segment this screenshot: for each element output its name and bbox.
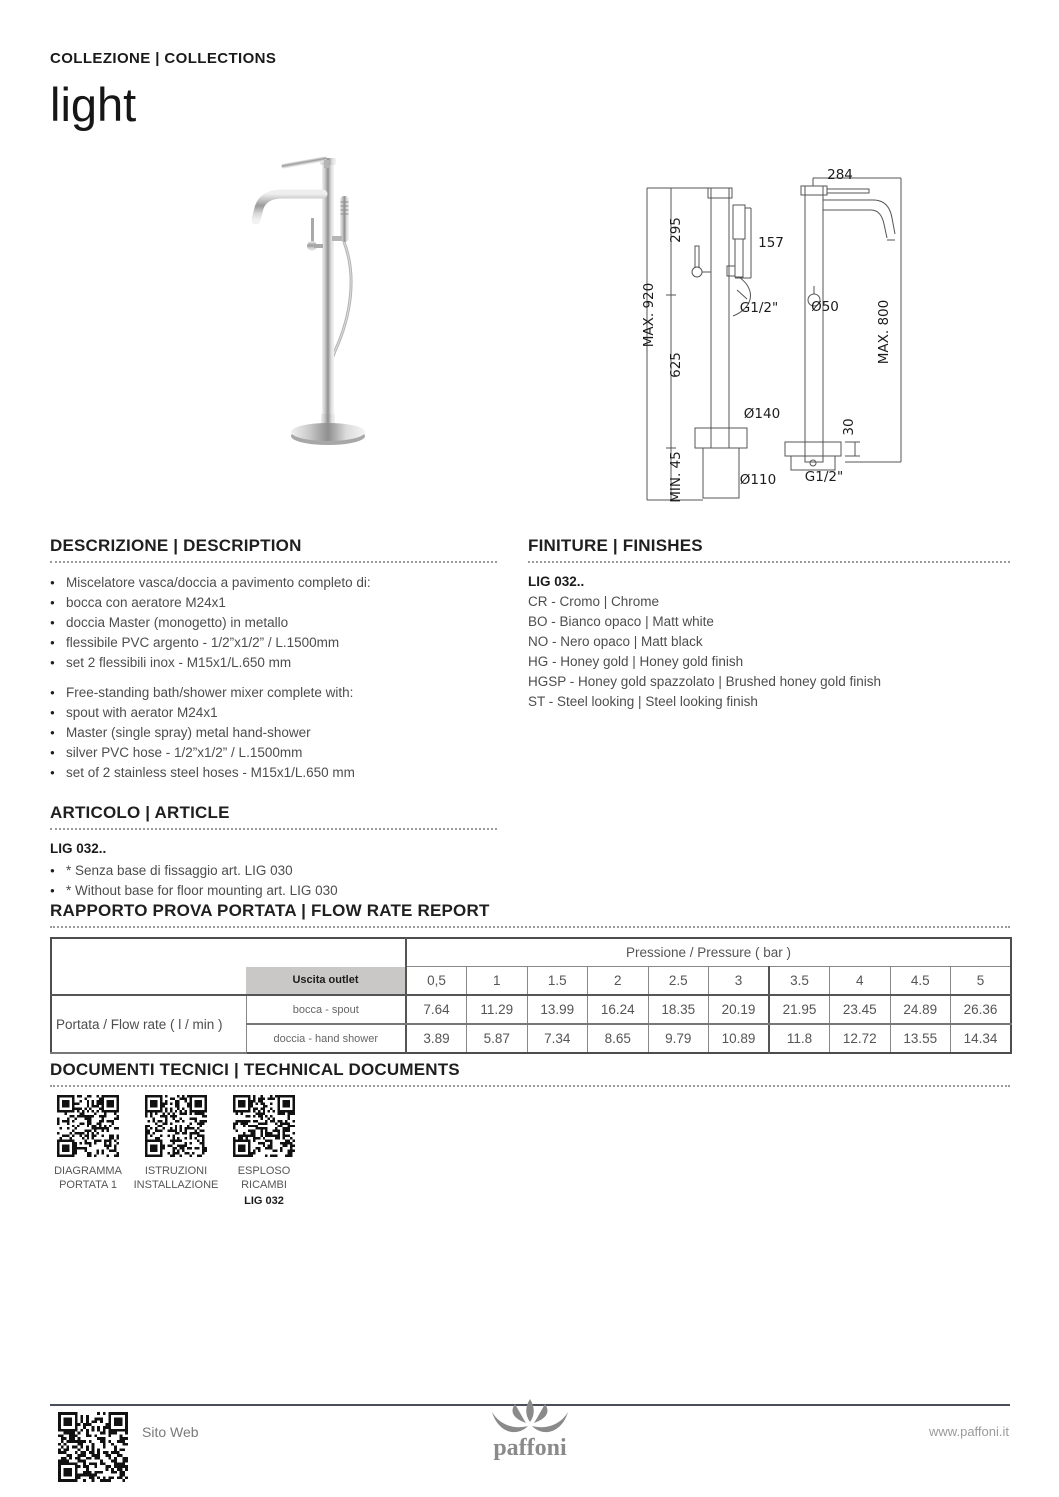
finishes-section — [528, 536, 1010, 712]
spout-flow-cell: 21.95 — [769, 995, 830, 1024]
table-blank-cell — [51, 938, 406, 967]
pressure-value-cell: 4.5 — [890, 967, 951, 996]
description-item-en: ● Free-standing bath/shower mixer complete with: — [50, 683, 497, 703]
document-qr-code — [145, 1095, 207, 1157]
finishes-article-code: LIG 032.. — [528, 574, 585, 589]
article-title: ARTICOLO | ARTICLE — [50, 803, 230, 822]
hand-shower-flow-cell: 3.89 — [406, 1024, 467, 1053]
dotted-rule — [50, 926, 1010, 928]
hand-shower-flow-cell: 9.79 — [648, 1024, 709, 1053]
document-qr-code — [57, 1095, 119, 1157]
document-label: PORTATA 1 — [59, 1179, 117, 1191]
documents-list — [44, 1095, 1010, 1208]
dim-157-label: 157 — [758, 235, 784, 251]
product-name: light — [50, 78, 137, 131]
pressure-value-cell: 1 — [467, 967, 528, 996]
dotted-rule — [50, 1085, 1010, 1087]
description-section — [50, 536, 497, 783]
hand-shower-flow-cell: 8.65 — [588, 1024, 649, 1053]
pressure-header: Pressione / Pressure ( bar ) — [406, 938, 1011, 967]
document-label: DIAGRAMMA — [54, 1165, 122, 1177]
flow-row-label: Portata / Flow rate ( l / min ) — [51, 995, 246, 1053]
description-title: DESCRIZIONE | DESCRIPTION — [50, 536, 302, 555]
spout-flow-cell: 18.35 — [648, 995, 709, 1024]
spout-flow-cell: 16.24 — [588, 995, 649, 1024]
spout-flow-cell: 11.29 — [467, 995, 528, 1024]
dim-295-label: 295 — [668, 217, 684, 243]
description-list-en — [50, 683, 497, 783]
pressure-value-cell: 2 — [588, 967, 649, 996]
palm-icon — [492, 1399, 568, 1432]
document-qr-code — [233, 1095, 295, 1157]
finish-item: BO - Bianco opaco | Matt white — [528, 614, 714, 629]
dim-g12-lower-label: G1/2" — [804, 469, 844, 485]
article-list — [50, 861, 497, 901]
document-article-code: LIG 032 — [244, 1195, 284, 1207]
dim-g12-upper-label: G1/2" — [739, 300, 779, 316]
dotted-rule — [528, 561, 1010, 563]
document-label: ISTRUZIONI — [144, 1165, 208, 1177]
description-item-it: ● flessibile PVC argento - 1/2”x1/2” / L.1500mm — [50, 633, 497, 653]
article-item: ● * Without base for floor mounting art. LIG 030 — [50, 881, 497, 901]
dim-max-800-label: MAX. 800 — [876, 299, 892, 365]
technical-drawing — [633, 150, 963, 530]
hand-shower-flow-cell: 13.55 — [890, 1024, 951, 1053]
spout-flow-cell: 7.64 — [406, 995, 467, 1024]
document-label: ESPLOSO — [237, 1165, 291, 1177]
pressure-value-cell: 4 — [830, 967, 891, 996]
spout-flow-cell: 13.99 — [527, 995, 588, 1024]
pressure-value-cell: 1.5 — [527, 967, 588, 996]
dim-284-label: 284 — [827, 167, 853, 183]
description-item-en: ● Master (single spray) metal hand-shower — [50, 723, 497, 743]
pressure-value-cell: 5 — [951, 967, 1012, 996]
description-item-it: ● bocca con aeratore M24x1 — [50, 593, 497, 613]
article-section — [50, 803, 497, 901]
finish-item: HG - Honey gold | Honey gold finish — [528, 654, 744, 669]
flow-sublabel-hand-shower: doccia - hand shower — [246, 1024, 406, 1053]
hand-shower-flow-cell: 10.89 — [709, 1024, 770, 1053]
description-item-it: ● doccia Master (monogetto) in metallo — [50, 613, 497, 633]
product-photo — [225, 146, 377, 466]
description-item-it: ● Miscelatore vasca/doccia a pavimento completo di: — [50, 573, 497, 593]
finish-item: ST - Steel looking | Steel looking finish — [528, 694, 758, 709]
mixer-column — [322, 162, 334, 428]
hand-shower-flow-cell: 5.87 — [467, 1024, 528, 1053]
description-item-en: ● spout with aerator M24x1 — [50, 703, 497, 723]
article-item: ● * Senza base di fissaggio art. LIG 030 — [50, 861, 497, 881]
description-list-it — [50, 573, 497, 673]
hand-shower — [340, 196, 349, 242]
dotted-rule — [50, 561, 497, 563]
pressure-value-cell: 3 — [709, 967, 770, 996]
pressure-value-cell: 3.5 — [769, 967, 830, 996]
pressure-value-cell: 0,5 — [406, 967, 467, 996]
finishes-list — [528, 592, 1010, 712]
hand-shower-flow-cell: 11.8 — [769, 1024, 830, 1053]
pressure-value-cell: 2.5 — [648, 967, 709, 996]
spout-flow-cell: 23.45 — [830, 995, 891, 1024]
table-blank-cell — [51, 967, 246, 996]
spout-flow-cell: 20.19 — [709, 995, 770, 1024]
hand-shower-flow-cell: 12.72 — [830, 1024, 891, 1053]
hand-shower-flow-cell: 7.34 — [527, 1024, 588, 1053]
dim-d50-label: Ø50 — [811, 299, 839, 315]
hand-shower-flow-cell: 14.34 — [951, 1024, 1012, 1053]
flow-sublabel-spout: bocca - spout — [246, 995, 406, 1024]
documents-title: DOCUMENTI TECNICI | TECHNICAL DOCUMENTS — [50, 1060, 460, 1079]
document-item — [220, 1095, 308, 1208]
flow-rate-table — [50, 937, 1012, 1054]
paffoni-logo — [480, 1398, 580, 1462]
dim-d140-label: Ø140 — [743, 406, 781, 422]
documents-section — [50, 1060, 1010, 1208]
article-code: LIG 032.. — [50, 841, 107, 856]
description-item-en: ● set of 2 stainless steel hoses - M15x1/L.650 mm — [50, 763, 497, 783]
website-url: www.paffoni.it — [929, 1424, 1009, 1439]
document-item — [44, 1095, 132, 1208]
dim-625-label: 625 — [668, 352, 684, 378]
description-item-en: ● silver PVC hose - 1/2”x1/2” / L.1500mm — [50, 743, 497, 763]
dotted-rule — [50, 828, 497, 830]
document-label: INSTALLAZIONE — [133, 1179, 219, 1191]
spout-flow-cell: 24.89 — [890, 995, 951, 1024]
dim-min-45-label: MIN. 45 — [668, 451, 684, 503]
finish-item: HGSP - Honey gold spazzolato | Brushed honey gold finish — [528, 674, 881, 689]
finish-item: NO - Nero opaco | Matt black — [528, 634, 703, 649]
dim-max-920-label: MAX. 920 — [641, 282, 657, 348]
sito-web-label: Sito Web — [142, 1424, 199, 1440]
finishes-title: FINITURE | FINISHES — [528, 536, 703, 555]
mixer-spout — [256, 194, 323, 220]
flow-report-title: RAPPORTO PROVA PORTATA | FLOW RATE REPORT — [50, 901, 490, 920]
flow-report-section — [50, 901, 1010, 1054]
paffoni-wordmark: paffoni — [493, 1435, 567, 1461]
page-header — [50, 50, 277, 131]
dim-d110-label: Ø110 — [739, 472, 777, 488]
document-item — [132, 1095, 220, 1208]
spout-flow-cell: 26.36 — [951, 995, 1012, 1024]
sito-web-qr-code — [58, 1412, 128, 1482]
document-label: RICAMBI — [241, 1179, 287, 1191]
outlet-header: Uscita outlet — [246, 967, 406, 996]
dim-30-label: 30 — [841, 418, 857, 436]
finish-item: CR - Cromo | Chrome — [528, 594, 660, 609]
collection-label: COLLEZIONE | COLLECTIONS — [50, 50, 277, 67]
description-item-it: ● set 2 flessibili inox - M15x1/L.650 mm — [50, 653, 497, 673]
